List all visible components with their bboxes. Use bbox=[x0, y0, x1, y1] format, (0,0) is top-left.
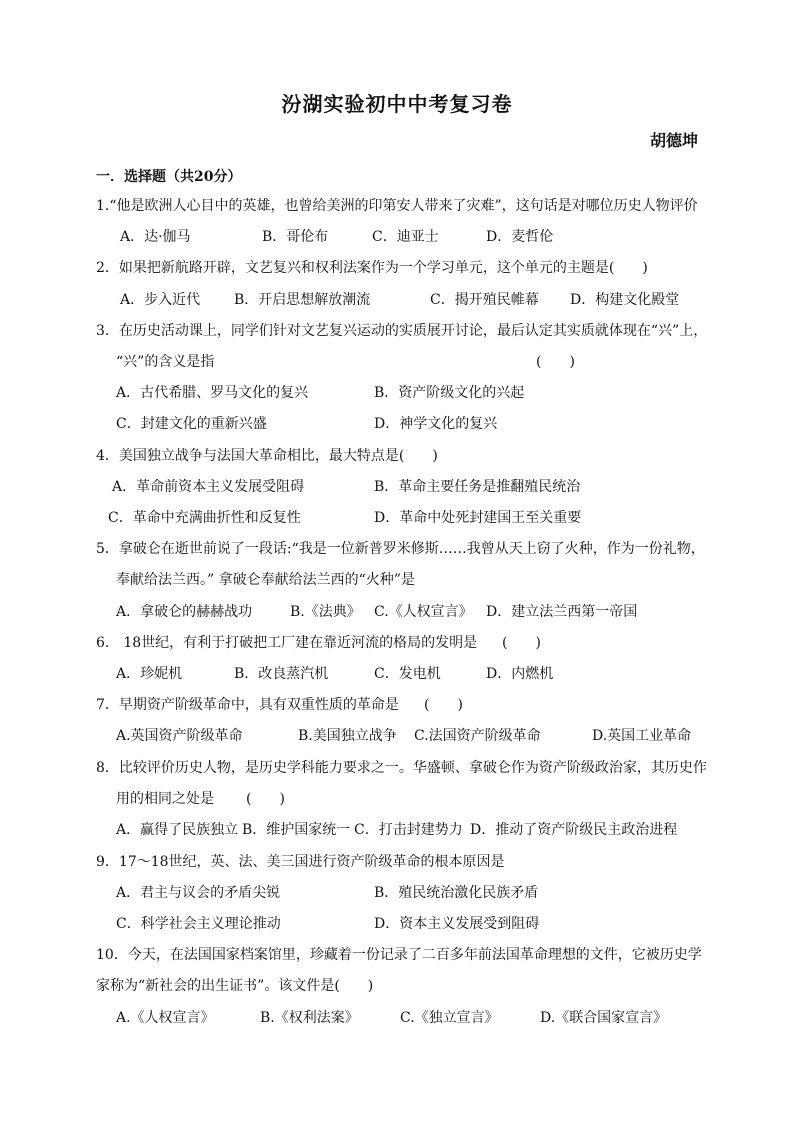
question-1-option-a: A．达·伽马 bbox=[120, 229, 191, 245]
question-2-option-b: B．开启思想解放潮流 bbox=[234, 292, 371, 308]
question-5-option-a: A．拿破仑的赫赫战功 bbox=[116, 604, 253, 620]
question-8-option-d: D．推动了资产阶级民主政治进程 bbox=[470, 822, 678, 838]
question-8-answer-blank: ( ) bbox=[246, 791, 285, 807]
question-10-option-a: A.《人权宣言》 bbox=[116, 1010, 215, 1026]
question-5-option-d: D．建立法兰西第一帝国 bbox=[486, 604, 638, 620]
question-5-option-b: B.《法典》 bbox=[290, 604, 361, 620]
question-10-stem-line-1: 10．今天，在法国国家档案馆里，珍藏着一份记录了二百多年前法国革命理想的文件，它被历史学 bbox=[96, 947, 702, 963]
question-6-option-d: D．内燃机 bbox=[486, 666, 554, 682]
question-1-stem: 1.“他是欧洲人心目中的英雄，也曾给美洲的印第安人带来了灾难”，这句话是对哪位历史人物评价 bbox=[96, 198, 698, 214]
question-8-option-a: A．赢得了民族独立 bbox=[116, 822, 239, 838]
question-9-option-d: D．资本主义发展受到阻碍 bbox=[374, 916, 540, 932]
question-6-option-c: C．发电机 bbox=[374, 666, 441, 682]
question-8-option-b: B．维护国家统一 bbox=[242, 822, 351, 838]
question-8-stem-line-2: 用的相同之处是 bbox=[116, 791, 214, 807]
question-6-answer-blank: ( ) bbox=[502, 635, 541, 651]
question-2-option-c: C．揭开殖民帷幕 bbox=[430, 292, 539, 308]
question-9-option-b: B．殖民统治激化民族矛盾 bbox=[374, 885, 539, 901]
page-title: 汾湖实验初中中考复习卷 bbox=[281, 92, 513, 116]
question-8-option-c: C．打击封建势力 bbox=[354, 822, 463, 838]
question-10-option-c: C.《独立宣言》 bbox=[400, 1010, 499, 1026]
question-2-stem: 2．如果把新航路开辟，文艺复兴和权利法案作为一个学习单元，这个单元的主题是( ) bbox=[96, 260, 648, 276]
question-3-option-b: B．资产阶级文化的兴起 bbox=[374, 385, 525, 401]
question-7-stem: 7．早期资产阶级革命中，具有双重性质的革命是 bbox=[96, 697, 399, 713]
question-2-option-a: A．步入近代 bbox=[120, 292, 201, 308]
question-9-option-a: A．君主与议会的矛盾尖锐 bbox=[116, 885, 281, 901]
question-6-option-b: B．改良蒸汽机 bbox=[234, 666, 329, 682]
question-3-stem-line-1: 3．在历史活动课上，同学们针对文艺复兴运动的实质展开讨论，最后认定其实质就体现在“兴”上， bbox=[96, 323, 708, 339]
question-6-option-a: A．珍妮机 bbox=[116, 666, 183, 682]
question-10-option-b: B.《权利法案》 bbox=[260, 1010, 359, 1026]
question-3-option-c: C．封建文化的重新兴盛 bbox=[116, 416, 267, 432]
question-9-option-c: C．科学社会主义理论推动 bbox=[116, 916, 281, 932]
question-6-stem: 6． 18世纪，有利于打破把工厂建在靠近河流的格局的发明是 bbox=[96, 635, 478, 651]
question-7-option-b: B.美国独立战争 bbox=[298, 728, 397, 744]
question-7-option-a: A.英国资产阶级革命 bbox=[116, 728, 243, 744]
question-3-option-a: A．古代希腊、罗马文化的复兴 bbox=[116, 385, 309, 401]
question-4-option-a: A．革命前资本主义发展受阻碍 bbox=[112, 479, 305, 495]
question-4-option-c: C．革命中充满曲折性和反复性 bbox=[108, 510, 301, 526]
question-4-option-b: B．革命主要任务是推翻殖民统治 bbox=[374, 479, 581, 495]
section-heading: 一．选择题（共20分） bbox=[96, 169, 242, 185]
question-1-option-c: C．迪亚士 bbox=[372, 229, 439, 245]
question-3-stem-line-2: “兴”的含义是指 bbox=[116, 354, 215, 370]
question-5-option-c: C.《人权宣言》 bbox=[374, 604, 473, 620]
question-3-answer-blank: ( ) bbox=[536, 354, 575, 370]
question-10-option-d: D.《联合国家宣言》 bbox=[540, 1010, 668, 1026]
question-10-stem-line-2: 家称为“新社会的出生证书”。该文件是( ) bbox=[96, 978, 374, 994]
question-9-stem: 9．17～18世纪，英、法、美三国进行资产阶级革命的根本原因是 bbox=[96, 854, 505, 870]
question-5-stem-line-1: 5．拿破仑在逝世前说了一段话:“我是一位新普罗米修斯……我曾从天上窃了火种，作为一份礼物， bbox=[96, 541, 705, 557]
question-1-option-d: D．麦哲伦 bbox=[486, 229, 554, 245]
question-7-option-d: D.英国工业革命 bbox=[592, 728, 692, 744]
question-3-option-d: D．神学文化的复兴 bbox=[374, 416, 498, 432]
question-7-option-c: C.法国资产阶级革命 bbox=[414, 728, 541, 744]
question-7-answer-blank: ( ) bbox=[424, 697, 463, 713]
question-4-option-d: D．革命中处死封建国王至关重要 bbox=[374, 510, 582, 526]
question-2-option-d: D．构建文化殿堂 bbox=[570, 292, 680, 308]
question-1-option-b: B．哥伦布 bbox=[262, 229, 329, 245]
question-4-stem: 4．美国独立战争与法国大革命相比，最大特点是( ) bbox=[96, 448, 438, 464]
author-name: 胡德坤 bbox=[649, 131, 698, 150]
question-8-stem-line-1: 8．比较评价历史人物，是历史学科能力要求之一。华盛顿、拿破仑作为资产阶级政治家，其历史作 bbox=[96, 760, 707, 776]
question-5-stem-line-2: 奉献给法兰西。” 拿破仑奉献给法兰西的“火种”是 bbox=[116, 572, 415, 588]
